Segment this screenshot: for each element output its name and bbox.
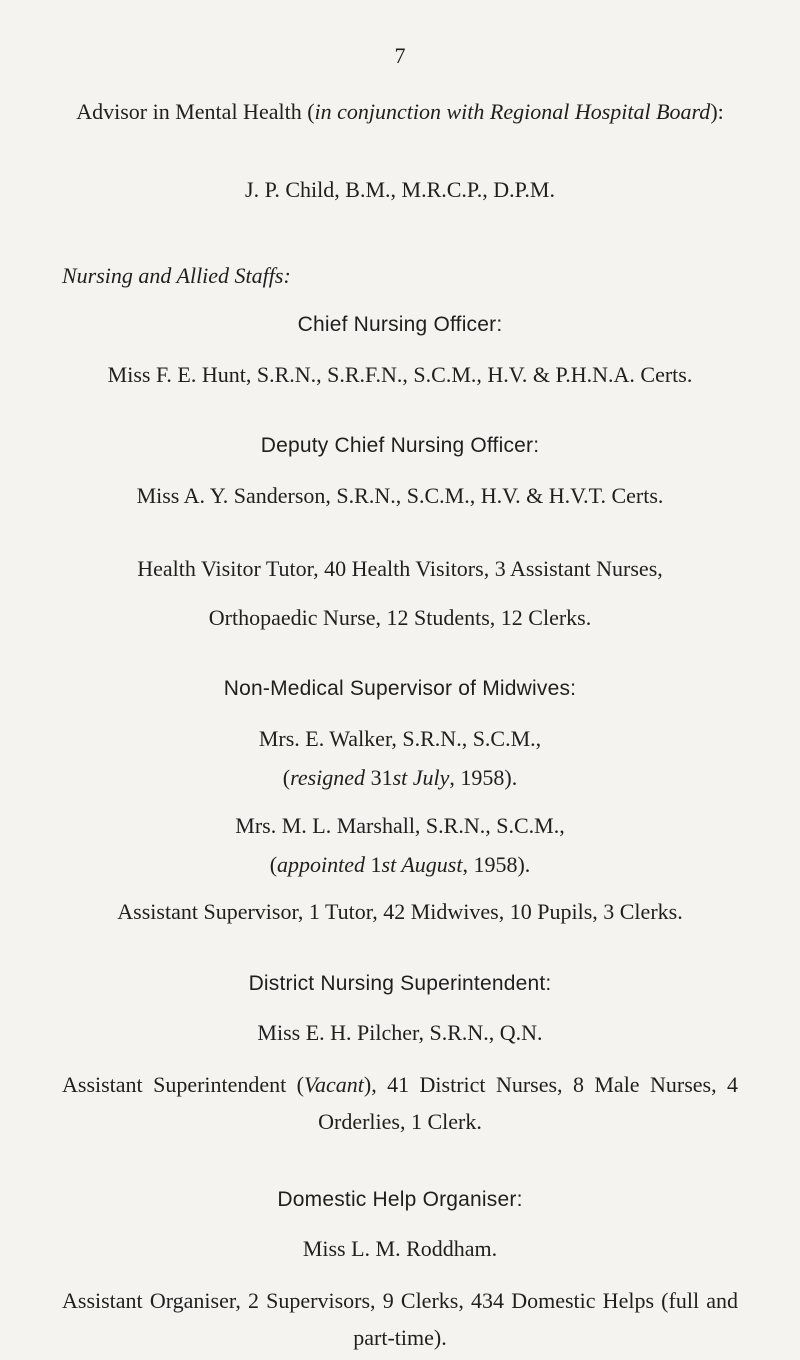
note-close: , 1958).: [449, 765, 518, 790]
midwives-supervisor-title: Non-Medical Supervisor of Midwives:: [223, 677, 577, 700]
chief-nursing-officer-title: Chief Nursing Officer:: [297, 313, 503, 336]
deputy-chief-nursing-officer-title: Deputy Chief Nursing Officer:: [260, 434, 540, 457]
note-mid: 31: [365, 765, 393, 790]
district-nursing-staff: [62, 1067, 738, 1141]
deputy-chief-nursing-officer-name: Miss A. Y. Sanderson, S.R.N., S.C.M., H.V. & H.V.T. Certs.: [136, 483, 664, 508]
mental-health-heading: [62, 98, 738, 126]
district-staff-suffix: ), 41 District Nurses, 8 Male Nurses, 4 Orderlies, 1 Clerk.: [318, 1072, 738, 1134]
midwives-person-2-note: [62, 851, 738, 879]
note-mid: 1: [365, 852, 382, 877]
mental-health-heading-italic: in conjunction with Regional Hospital Board: [314, 99, 711, 124]
nursing-section-heading: Nursing and Allied Staffs:: [62, 263, 291, 288]
domestic-help-title: Domestic Help Organiser:: [277, 1188, 523, 1211]
domestic-help-organiser-name: Miss L. M. Roddham.: [302, 1236, 498, 1261]
nursing-staff-line-1: Health Visitor Tutor, 40 Health Visitors, 3 Assistant Nurses,: [137, 556, 663, 581]
district-staff-prefix: Assistant Superintendent (: [62, 1072, 305, 1097]
midwives-person-1-note: [62, 764, 738, 792]
domestic-help-staff: Assistant Organiser, 2 Supervisors, 9 Clerks, 434 Domestic Helps (full and part-time).: [62, 1288, 738, 1350]
district-nursing-title: District Nursing Superintendent:: [248, 972, 552, 995]
nursing-staff-line-2: Orthopaedic Nurse, 12 Students, 12 Clerks.: [208, 605, 592, 630]
midwives-person-2-name: Mrs. M. L. Marshall, S.R.N., S.C.M.,: [235, 813, 565, 838]
mental-health-heading-prefix: Advisor in Mental Health (: [76, 99, 315, 124]
mental-health-heading-suffix: ):: [710, 99, 724, 124]
note-open: (: [282, 765, 291, 790]
note-open: (: [269, 852, 278, 877]
district-staff-vacant: Vacant: [304, 1072, 364, 1097]
chief-nursing-officer-name: Miss F. E. Hunt, S.R.N., S.R.F.N., S.C.M., H.V. & P.H.N.A. Certs.: [107, 362, 693, 387]
note-italic: st August: [381, 852, 463, 877]
page-number: 7: [394, 43, 406, 68]
note-italic: appointed: [277, 852, 366, 877]
mental-health-advisor-name: J. P. Child, B.M., M.R.C.P., D.P.M.: [245, 177, 555, 202]
note-italic: resigned: [290, 765, 366, 790]
midwives-person-1-name: Mrs. E. Walker, S.R.N., S.C.M.,: [258, 726, 542, 751]
note-close: , 1958).: [462, 852, 531, 877]
midwives-staff: Assistant Supervisor, 1 Tutor, 42 Midwives, 10 Pupils, 3 Clerks.: [117, 899, 683, 924]
note-italic: st July: [392, 765, 450, 790]
district-nursing-superintendent-name: Miss E. H. Pilcher, S.R.N., Q.N.: [257, 1020, 543, 1045]
